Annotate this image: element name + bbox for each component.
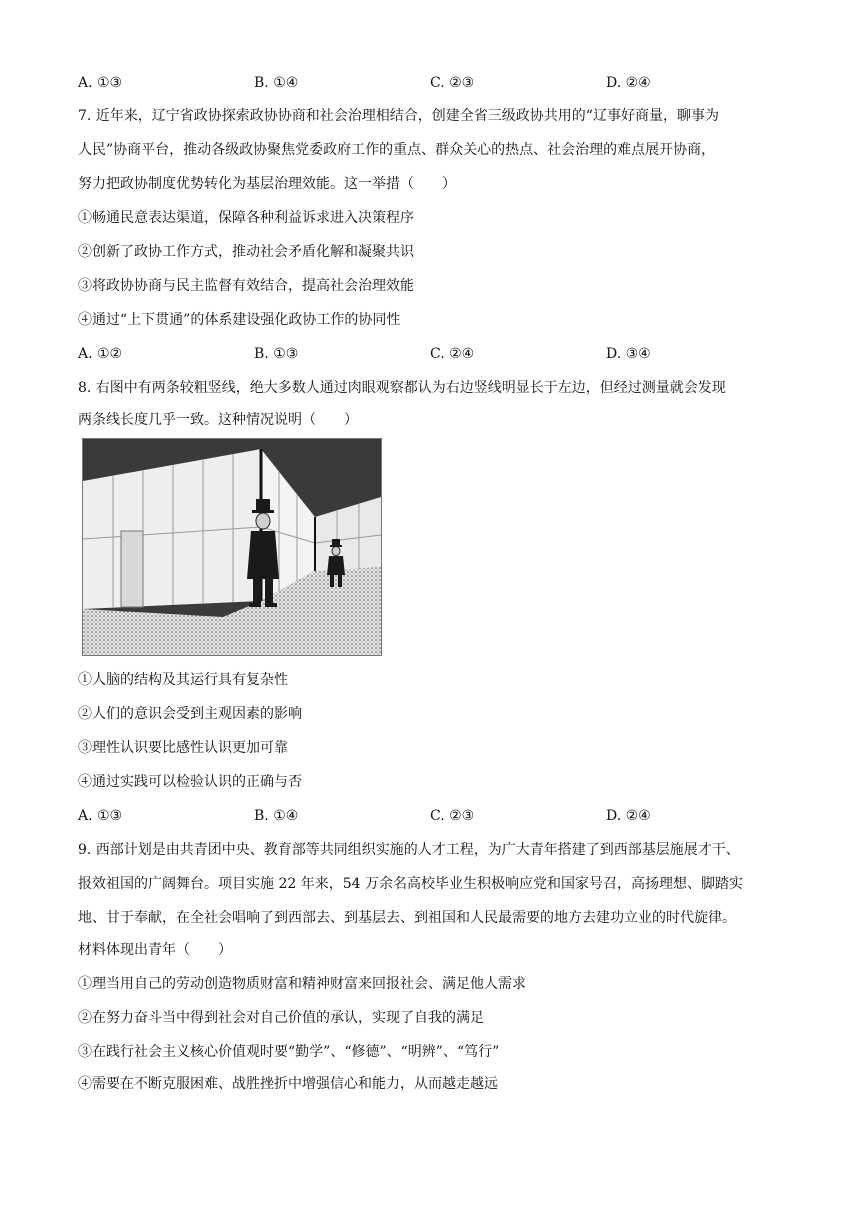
- q9-stem-line: 报效祖国的广阔舞台。项目实施 22 年来，54 万余名高校毕业生积极响应党和国家号召，高扬理想、脚踏实: [78, 876, 743, 892]
- q7-stem-line: 7. 近年来，辽宁省政协探索政协协商和社会治理相结合，创建全省三级政协共用的“辽事好商量，聊事为: [78, 108, 719, 124]
- q8-option-c: C. ②③: [430, 808, 475, 824]
- q8-statement: ④通过实践可以检验认识的正确与否: [78, 774, 302, 790]
- q9-stem-line: 9. 西部计划是由共青团中央、教育部等共同组织实施的人才工程，为广大青年搭建了到西部基层施展才干、: [78, 842, 740, 858]
- q6-option-a: A. ①③: [78, 75, 123, 91]
- q7-statement: ④通过“上下贯通”的体系建设强化政协工作的协同性: [78, 312, 401, 328]
- optical-illusion-figure: [82, 438, 382, 656]
- q8-option-b: B. ①④: [254, 808, 299, 824]
- q8-option-a: A. ①③: [78, 808, 123, 824]
- q7-stem-line: 人民”协商平台，推动各级政协聚焦党委政府工作的重点、群众关心的热点、社会治理的难点展开协商，: [78, 142, 716, 158]
- q6-option-d: D. ②④: [606, 75, 651, 91]
- q8-statement: ③理性认识要比感性认识更加可靠: [78, 740, 288, 756]
- q6-option-c: C. ②③: [430, 75, 475, 91]
- q9-statement: ①理当用自己的劳动创造物质财富和精神财富来回报社会、满足他人需求: [78, 976, 526, 992]
- q7-stem-line: 努力把政协制度优势转化为基层治理效能。这一举措（ ）: [78, 176, 456, 192]
- q7-statement: ③将政协协商与民主监督有效结合，提高社会治理效能: [78, 278, 414, 294]
- q8-option-d: D. ②④: [606, 808, 651, 824]
- q9-stem-line: 材料体现出青年（ ）: [78, 942, 232, 958]
- q9-stem-line: 地、甘于奉献，在全社会唱响了到西部去、到基层去、到祖国和人民最需要的地方去建功立业的时代旋律。: [78, 910, 736, 926]
- q8-statement: ②人们的意识会受到主观因素的影响: [78, 706, 302, 722]
- q9-statement: ③在践行社会主义核心价值观时要“勤学”、“修德”、“明辨”、“笃行”: [78, 1044, 500, 1060]
- q8-stem-line: 8. 右图中有两条较粗竖线，绝大多数人通过肉眼观察都认为右边竖线明显长于左边，但经过测量就会发现: [78, 380, 726, 396]
- q9-statement: ④需要在不断克服困难、战胜挫折中增强信心和能力，从而越走越远: [78, 1076, 498, 1092]
- illusion-drawing: [83, 439, 381, 655]
- q7-option-a: A. ①②: [78, 346, 123, 362]
- q7-option-c: C. ②④: [430, 346, 475, 362]
- q6-option-b: B. ①④: [254, 75, 299, 91]
- q7-statement: ②创新了政协工作方式，推动社会矛盾化解和凝聚共识: [78, 244, 414, 260]
- q7-statement: ①畅通民意表达渠道，保障各种利益诉求进入决策程序: [78, 210, 414, 226]
- q9-statement: ②在努力奋斗当中得到社会对自己价值的承认，实现了自我的满足: [78, 1010, 484, 1026]
- q7-option-d: D. ③④: [606, 346, 651, 362]
- q8-stem-line: 两条线长度几乎一致。这种情况说明（ ）: [78, 412, 358, 428]
- q7-option-b: B. ①③: [254, 346, 299, 362]
- q8-statement: ①人脑的结构及其运行具有复杂性: [78, 672, 288, 688]
